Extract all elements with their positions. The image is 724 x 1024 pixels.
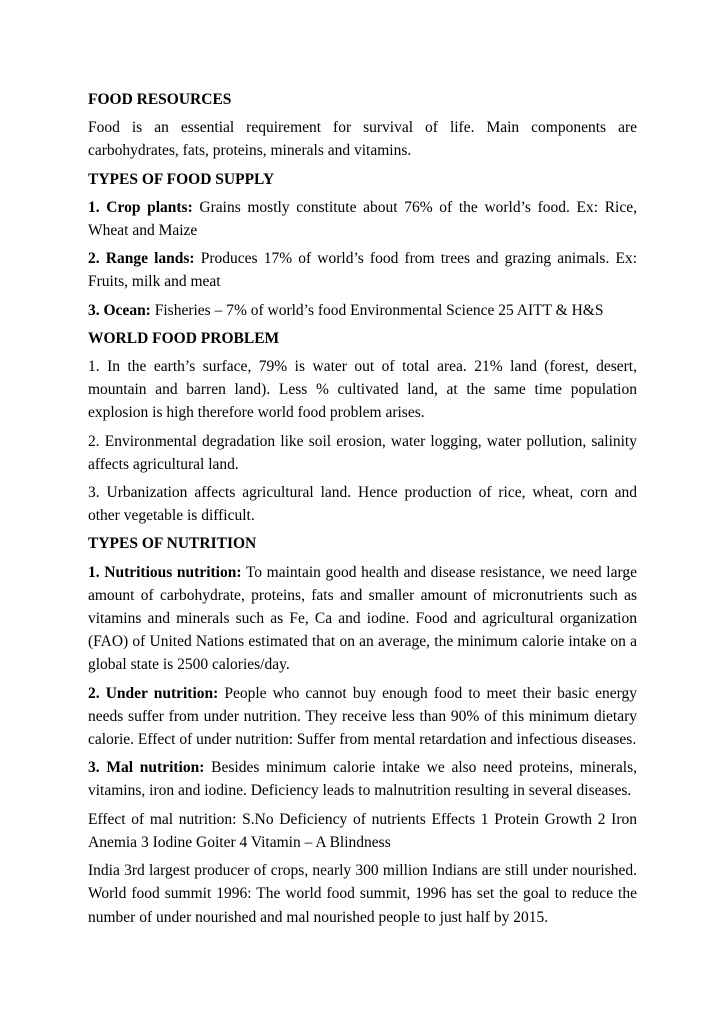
para-effect-of-mal-nutrition-text: Effect of mal nutrition: S.No Deficiency of nutrients Effects 1 Protein Growth 2 Iron Anemia 3 Iodine Goiter 4 Vitamin – A Blindness — [88, 810, 637, 851]
para-ocean-lead: 3. Ocean: — [88, 301, 151, 319]
para-under-nutrition — [88, 682, 637, 752]
document-body — [88, 88, 637, 929]
para-ocean-text: Fisheries – 7% of world’s food Environmental Science 25 AITT & H&S — [150, 301, 604, 319]
para-effect-of-mal-nutrition — [88, 808, 637, 854]
para-crop-plants-lead: 1. Crop plants: — [88, 198, 193, 216]
para-nutritious-nutrition — [88, 561, 637, 677]
para-range-lands-text: Produces 17% of world’s food from trees and grazing animals. Ex: Fruits, milk and meat — [88, 250, 638, 291]
para-crop-plants — [88, 196, 637, 242]
para-mal-nutrition-text: Besides minimum calorie intake we also need proteins, minerals, vitamins, iron and iodine. Deficiency leads to malnutrition resulting in several diseases. — [88, 759, 637, 800]
para-range-lands-lead: 2. Range lands: — [88, 250, 195, 268]
para-nutritious-nutrition-text: To maintain good health and disease resistance, we need large amount of carbohydrate, proteins, fats and smaller amount of micronutrients such as vitamins and minerals such as Fe, Ca and iodine. Food and agricultural organization (FAO) of United Nations estimated that on an average, the minimum calorie intake on a global state is 2500 calories/day. — [88, 563, 637, 674]
para-under-nutrition-text: People who cannot buy enough food to meet their basic energy needs suffer from under nutrition. They receive less than 90% of this minimum dietary calorie. Effect of under nutrition: Suffer from mental retardation and infectious diseases. — [88, 684, 637, 749]
para-world-food-problem-1 — [88, 355, 637, 425]
para-india-producer-text: India 3rd largest producer of crops, nearly 300 million Indians are still under nourished. World food summit 1996: The world food summit, 1996 has set the goal to reduce the number of under nourished and mal nourished people to just half by 2015. — [88, 862, 637, 926]
para-world-food-problem-2 — [88, 430, 637, 476]
para-world-food-problem-3 — [88, 481, 637, 527]
heading-types-of-food-supply: TYPES OF FOOD SUPPLY — [88, 170, 275, 188]
heading-food-resources: FOOD RESOURCES — [88, 91, 232, 108]
para-nutritious-nutrition-lead: 1. Nutritious nutrition: — [88, 563, 242, 581]
heading-types-of-nutrition: TYPES OF NUTRITION — [88, 535, 257, 553]
para-range-lands — [88, 247, 637, 293]
para-mal-nutrition-lead: 3. Mal nutrition: — [88, 759, 205, 777]
para-under-nutrition-lead: 2. Under nutrition: — [88, 684, 219, 702]
para-crop-plants-text: Grains mostly constitute about 76% of the world’s food. Ex: Rice, Wheat and Maize — [88, 198, 637, 240]
para-food-intro-text: Food is an essential requirement for survival of life. Main components are carbohydrates, fats, proteins, minerals and vitamins. — [88, 119, 637, 160]
para-world-food-problem-2-text: 2. Environmental degradation like soil erosion, water logging, water pollution, salinity affects agricultural land. — [88, 432, 637, 473]
para-mal-nutrition — [88, 756, 637, 802]
para-world-food-problem-3-text: 3. Urbanization affects agricultural land. Hence production of rice, wheat, corn and other vegetable is difficult. — [88, 484, 637, 525]
para-world-food-problem-1-text: 1. In the earth’s surface, 79% is water out of total area. 21% land (forest, desert, mountain and barren land). Less % cultivated land, at the same time population explosion is high therefore world food problem arises. — [88, 358, 637, 422]
para-ocean — [88, 299, 637, 322]
para-food-intro — [88, 116, 637, 162]
heading-world-food-problem: WORLD FOOD PROBLEM — [88, 329, 280, 347]
para-india-producer — [88, 859, 637, 929]
